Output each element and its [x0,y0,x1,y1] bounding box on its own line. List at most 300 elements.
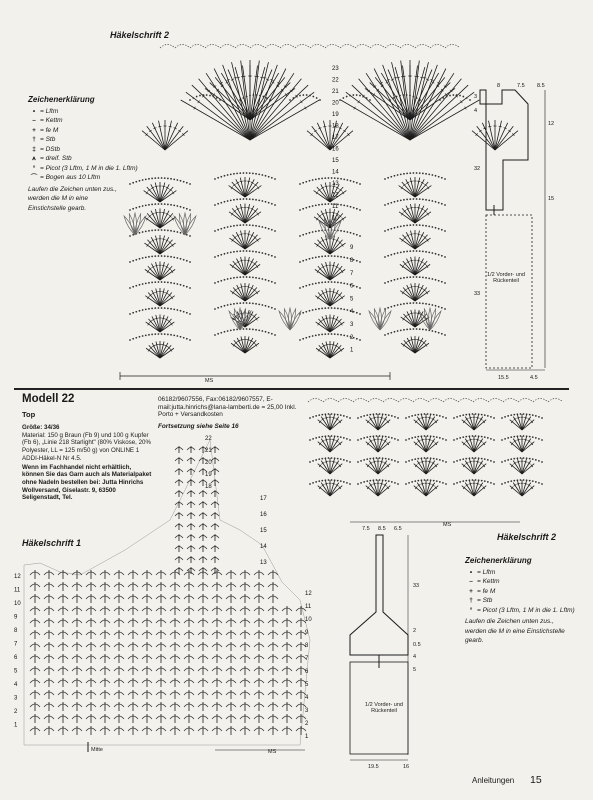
pineapple-chain [413,328,415,330]
mid-chain [493,483,495,485]
pineapple-chain [249,250,251,252]
mid-chain [535,415,537,417]
pineapple-chain [227,278,229,280]
pineapple-chain [435,201,437,203]
pineapple-chain [425,199,427,201]
mid-chain [436,414,438,416]
pineapple-chain [435,331,437,333]
pineapple-chain [419,250,421,252]
mid-chain [337,414,339,416]
mid-chain [369,480,371,482]
mid-chain [388,436,390,438]
mid-chain [456,482,458,484]
pineapple-chain [315,230,317,232]
pineapple-chain [438,280,440,282]
pineapple-chain [419,302,421,304]
mid-chain [417,458,419,460]
legend-top-item [28,154,123,164]
mid-chain [397,439,399,441]
pineapple-chain [239,172,241,174]
top-row-number: 12 [332,192,339,199]
pineapple-chain [390,176,392,178]
pineapple-chain [189,339,191,341]
pineapple-chain [265,279,267,281]
pineapple-chain [183,285,185,287]
pineapple-chain [356,208,358,210]
pineapple-chain [334,255,336,257]
top-chain-row [349,95,351,97]
pineapple-chain [422,225,424,227]
pineapple-chain [337,256,339,258]
pineapple-chain [186,182,188,184]
pineapple-chain [431,330,433,332]
pineapple-fan [145,262,175,281]
pineapple-chain [261,200,263,202]
pineapple-chain [154,307,156,309]
mid-chain [516,435,518,437]
pineapple-chain [271,307,273,309]
pineapple-chain [249,276,251,278]
bottom-row-number-left: 8 [14,628,18,634]
pineapple-chain [233,173,235,175]
top-chain-row [309,95,311,97]
top-chain-row [442,97,444,99]
top-chain-row [266,97,268,99]
pineapple-chain [249,198,251,200]
pineapple-chain [406,173,408,175]
mid-chain [391,415,393,417]
mid-chain [493,439,495,441]
pineapple-chain [164,281,166,283]
pineapple-chain [265,227,267,229]
mid-chain [478,457,480,459]
top-schematic-dim: 33 [474,291,481,297]
pineapple-chain [334,333,336,335]
mid-chain [541,483,543,485]
mid-chain [472,479,474,481]
mid-chain [372,435,374,437]
mid-chain [328,479,330,481]
mid-chain [468,435,470,437]
pineapple-chain [444,204,446,206]
pineapple-chain [239,224,241,226]
mid-chain [532,480,534,482]
pineapple-chain [217,333,219,335]
pineapple-chain [444,230,446,232]
mid-chain [430,479,432,481]
top-row-number: 13 [332,181,339,187]
pineapple-chain [387,307,389,309]
top-chain-row [209,95,211,97]
pineapple-chain [158,229,160,231]
pineapple-chain [246,224,248,226]
mid-chain [340,436,342,438]
pineapple-fan [230,283,259,301]
top-chain-row [306,94,308,96]
pineapple-chain [409,224,411,226]
pineapple-chain [359,209,361,211]
pineapple-chain [328,177,330,179]
mid-chain [487,459,489,461]
pineapple-fan [146,315,175,333]
pineapple-chain [167,282,169,284]
pineapple-chain [142,309,144,311]
mid-chain [490,482,492,484]
top-chain-row [212,96,214,98]
top-chain-row [289,99,291,101]
mid-chain [427,413,429,415]
mid-chain [462,436,464,438]
mid-chain [465,414,467,416]
mid-chain [337,480,339,482]
pineapple-chain [271,255,273,257]
top-chain-row [199,95,201,97]
pineapple-chain [394,253,396,255]
mid-chart-scallop [368,399,383,403]
pineapple-chain [334,307,336,309]
mid-chain [414,480,416,482]
pineapple-chain [425,329,427,331]
single-crochet-icon: + [469,587,473,595]
pineapple-fan [144,182,177,202]
double-crochet-icon: † [469,597,473,604]
legend-bottom-item-text: = Stb [477,597,493,604]
mid-chain [424,413,426,415]
pineapple-chain [164,255,166,257]
top-chain-row [392,97,394,99]
mid-chain [501,483,503,485]
pineapple-chain [243,276,245,278]
pineapple-chain [151,230,153,232]
pineapple-chain [265,253,267,255]
legend-top-item [28,116,123,126]
pineapple-chain [220,306,222,308]
mid-chain [346,460,348,462]
top-chart-scallop [370,45,385,49]
pineapple-chain [167,178,169,180]
bs-bottom-dim-a: 19.5 [368,764,379,770]
mid-chain [538,482,540,484]
footer-section: Anleitungen [472,776,515,785]
top-chain-row [399,95,401,97]
mid-chain [376,435,378,437]
mid-chain [379,457,381,459]
pineapple-chain [346,231,348,233]
pineapple-chain [431,252,433,254]
pineapple-chain [309,180,311,182]
mid-chain [529,480,531,482]
pineapple-chain [400,251,402,253]
top-fan [142,120,188,150]
pineapple-chain [299,235,301,237]
pineapple-chain [324,307,326,309]
mid-chain [504,482,506,484]
pineapple-chain [318,282,320,284]
top-row-number: 9 [350,245,354,252]
bottom-row-number-right: 7 [305,656,309,662]
pineapple-chain [230,303,232,305]
pineapple-chain [170,178,172,180]
pineapple-fan [145,288,174,306]
bottom-row-number-right: 21 [205,448,212,454]
pineapple-chain [236,199,238,201]
pineapple-chain [346,335,348,337]
pineapple-chain [176,283,178,285]
pineapple-chain [312,283,314,285]
mid-fan [462,414,487,430]
pineapple-chain [444,256,446,258]
top-schematic-dim: 12 [548,121,555,127]
mid-chain [340,458,342,460]
pineapple-chain [230,173,232,175]
top-chart-scallop [400,45,415,49]
pineapple-chain [265,201,267,203]
mid-chain [312,438,314,440]
mid-chart-title: Häkelschrift 2 [497,532,557,542]
pineapple-chain [384,282,386,284]
mid-chain [456,416,458,418]
mid-chain [520,479,522,481]
pineapple-chain [164,229,166,231]
pineapple-chain [309,232,311,234]
pineapple-chain [346,309,348,311]
mid-chain [465,458,467,460]
mid-chain [331,457,333,459]
mid-chain [309,417,311,419]
pineapple-chain [180,336,182,338]
legend-top-item [28,173,123,183]
pineapple-chain [321,308,323,310]
mid-fan [510,480,535,496]
slip-stitch-icon: – [32,117,36,124]
pineapple-chain [419,224,421,226]
mid-chain [513,480,515,482]
pineapple-chain [346,257,348,259]
mid-chain [397,483,399,485]
mid-fan [318,480,343,496]
bottom-row-number-right: 14 [260,544,267,550]
pineapple-fan [146,341,174,358]
pineapple-chain [309,310,311,312]
pineapple-chain [243,250,245,252]
mid-chain [538,460,540,462]
pineapple-chain [154,203,156,205]
pineapple-chain [129,183,131,185]
mid-chain [427,457,429,459]
mid-chain [433,480,435,482]
pineapple-chain [230,329,232,331]
pineapple-chain [315,334,317,336]
pineapple-chain [413,250,415,252]
mid-chain [417,414,419,416]
legend-bottom [465,556,575,646]
pineapple-fan [229,177,262,197]
pineapple-chain [328,333,330,335]
pineapple-chain [173,256,175,258]
top-chart-scallop [385,45,400,49]
mid-chart-scallop [518,399,533,403]
mid-chain [340,480,342,482]
pineapple-chain [243,328,245,330]
pineapple-chain [158,203,160,205]
pineapple-chain [343,308,345,310]
bottom-ms-label: MS [268,749,277,755]
top-chain-row [412,96,414,98]
pineapple-chain [397,252,399,254]
pineapple-chain [132,260,134,262]
pineapple-chain [441,203,443,205]
mid-chain [388,458,390,460]
mid-chain [487,437,489,439]
mid-chain [424,457,426,459]
mid-chain [541,439,543,441]
pineapple-chain [180,310,182,312]
pineapple-chain [151,178,153,180]
mid-chain [334,435,336,437]
mid-chain [493,417,495,419]
bottom-row-number-right: 20 [205,460,212,466]
pineapple-chain [359,313,361,315]
mid-chain [453,417,455,419]
pineapple-fan [315,288,344,306]
pineapple-chain [265,331,267,333]
pineapple-chain [328,307,330,309]
mid-chain [324,435,326,437]
mid-chain [529,458,531,460]
mid-chain [318,458,320,460]
pineapple-chain [164,177,166,179]
mid-chain [490,416,492,418]
mid-chain [379,413,381,415]
pineapple-chain [425,173,427,175]
pineapple-chain [129,261,131,263]
legend-top-item-text: = Picot (3 Lftm, 1 M in die 1. Lftm) [40,164,138,172]
pineapple-chain [217,255,219,257]
pineapple-chain [249,302,251,304]
mid-chain [541,417,543,419]
pineapple-chain [145,282,147,284]
mid-chain [535,459,537,461]
top-schematic-dim-b: 4.5 [530,375,538,381]
top-chain-row [299,95,301,97]
mid-chain [430,435,432,437]
top-chart-scallop [310,45,325,49]
mid-chain [391,481,393,483]
pineapple-chain [359,261,361,263]
mid-chain [501,417,503,419]
top-chain-row [292,97,294,99]
pineapple-chain [183,259,185,261]
legend-bottom-item-text: = Kettm [477,578,500,585]
mid-chain [321,480,323,482]
pineapple-chain [151,256,153,258]
section-divider [14,388,569,390]
pineapple-chain [422,277,424,279]
pineapple-chain [299,209,301,211]
top-chart-scallop [340,45,355,49]
mid-chain [315,481,317,483]
mid-chain [372,457,374,459]
bottom-row-number-right: 22 [205,436,212,442]
pineapple-chain [183,207,185,209]
mid-chain [462,414,464,416]
pineapple-chain [334,281,336,283]
pineapple-chain [258,251,260,253]
pineapple-chain [431,278,433,280]
pineapple-chain [305,311,307,313]
top-chart-scallop [445,45,460,49]
pineapple-fan [230,257,260,276]
pineapple-chain [170,230,172,232]
pineapple-chain [435,305,437,307]
mid-chain [462,480,464,482]
mid-chain [453,483,455,485]
pineapple-chain [331,333,333,335]
pineapple-chain [132,312,134,314]
pineapple-chain [274,282,276,284]
model-material: Material: 150 g Braun (Fb 9) und 100 g Kupfer (Fb 6), „Linie 218 Starlight" (80% Viskose, 20% Polyester, LL = 125 m/50 g) von ONLINE 1 ADDI-Häkel-N Nr 4.5. [22,431,151,462]
pineapple-chain [145,178,147,180]
pineapple-chain [318,256,320,258]
pineapple-chain [321,178,323,180]
top-chain-row [409,95,411,97]
pineapple-chain [394,279,396,281]
mid-chain [526,435,528,437]
mid-chain [385,414,387,416]
legend-top-items [28,107,138,183]
mid-chain [312,482,314,484]
pineapple-chain [246,198,248,200]
pineapple-chain [227,200,229,202]
pineapple-chain [403,303,405,305]
mid-chain [472,457,474,459]
pineapple-chain [145,204,147,206]
mid-chain [318,436,320,438]
top-chain-row [316,97,318,99]
mid-chain [529,414,531,416]
bottom-chart-title: Häkelschrift 1 [22,538,82,548]
pineapple-chain [233,251,235,253]
pineapple-chain [441,177,443,179]
mid-chain [424,479,426,481]
top-chain-row [462,96,464,98]
pineapple-chain [409,250,411,252]
pineapple-chain [139,284,141,286]
pineapple-chain [252,329,254,331]
top-row-number: 8 [350,258,354,264]
top-row-number: 21 [332,89,339,95]
mid-chain [369,458,371,460]
legend-bottom-item [465,577,565,587]
pineapple-chain [236,303,238,305]
bottom-row-number-right: 16 [260,512,267,518]
picot-icon: ° [32,164,36,172]
mid-chain [501,461,503,463]
mid-chain [366,436,368,438]
mid-chain [510,414,512,416]
pineapple-chain [255,225,257,227]
pineapple-chain [302,312,304,314]
mid-chain [462,458,464,460]
pineapple-chain [353,233,355,235]
pineapple-chain [227,304,229,306]
mid-chain [510,436,512,438]
pineapple-chain [406,303,408,305]
pineapple-chain [249,172,251,174]
legend-bottom-title: Zeichenerklärung [465,556,532,565]
pineapple-chain [230,251,232,253]
mid-chain [349,461,351,463]
